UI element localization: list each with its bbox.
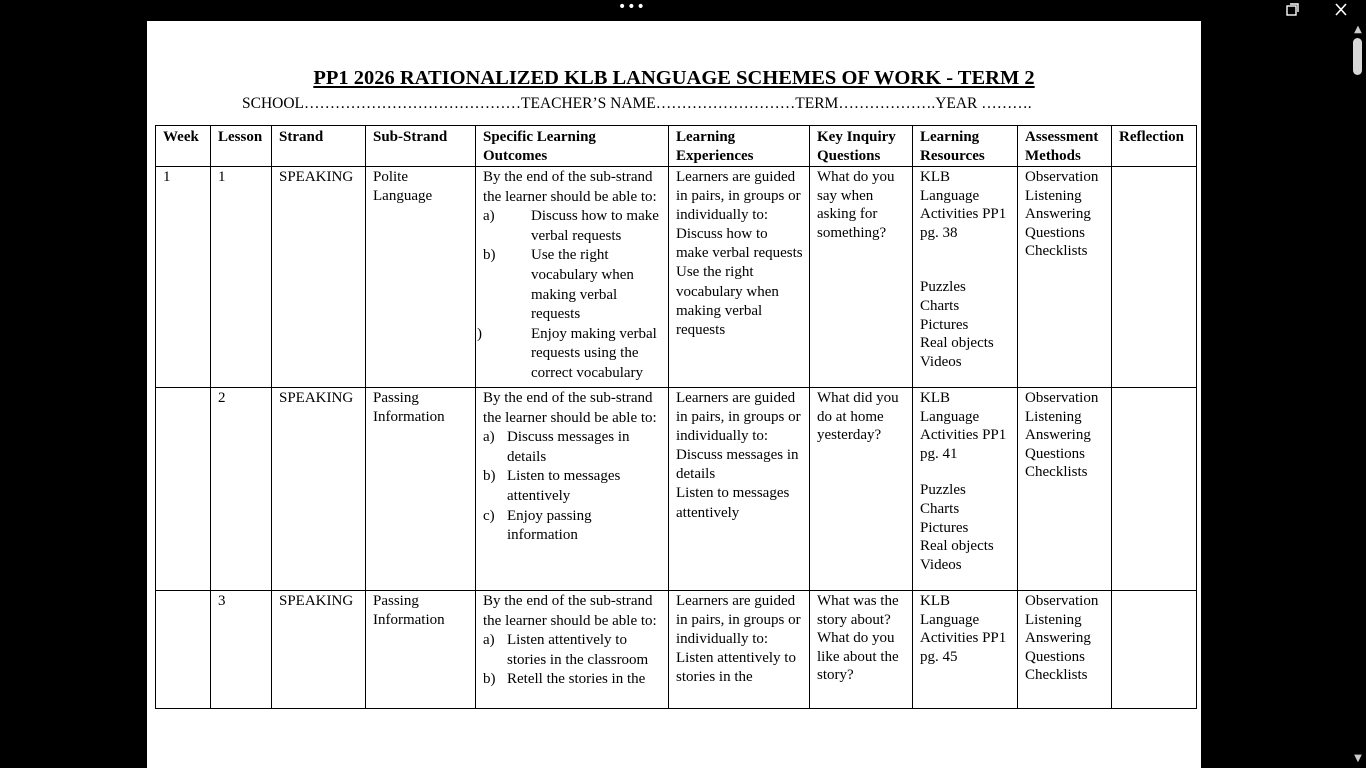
cell-outcomes bbox=[476, 591, 669, 709]
outcomes-intro: By the end of the sub-strand the learner should be able to: bbox=[483, 169, 657, 205]
list-item bbox=[483, 631, 662, 670]
header-questions: Key Inquiry Questions bbox=[810, 126, 913, 167]
cell-experiences bbox=[669, 388, 810, 591]
resource-item: Pictures bbox=[920, 519, 969, 536]
cell-questions: What was the story about? What do you like about the story? bbox=[810, 591, 913, 709]
more-options-button[interactable]: ••• bbox=[618, 0, 646, 15]
cell-week bbox=[156, 591, 211, 709]
scrollbar-thumb[interactable] bbox=[1353, 38, 1362, 75]
list-item bbox=[483, 207, 662, 246]
cell-lesson: 2 bbox=[211, 388, 272, 591]
outcomes-list bbox=[477, 207, 662, 383]
resource-item: Charts bbox=[920, 500, 960, 517]
cell-lesson: 1 bbox=[211, 167, 272, 388]
experiences-intro: Learners are guided in pairs, in groups or individually to: bbox=[676, 593, 801, 648]
experience-item: Listen to messages attentively bbox=[676, 485, 790, 521]
list-item bbox=[483, 428, 662, 467]
list-item bbox=[483, 467, 662, 506]
resource-item: Real objects bbox=[920, 335, 994, 352]
list-item-text: Listen attentively to stories in the classroom bbox=[507, 632, 649, 668]
outcomes-intro: By the end of the sub-strand the learner should be able to: bbox=[483, 593, 657, 629]
resource-item: Videos bbox=[920, 556, 962, 573]
list-item-text: Enjoy making verbal requests using the correct vocabulary bbox=[531, 325, 657, 381]
cell-resources bbox=[913, 167, 1018, 388]
experience-item: Discuss how to make verbal requests bbox=[676, 226, 803, 262]
list-item bbox=[483, 507, 662, 546]
list-item-text: Enjoy passing information bbox=[507, 507, 592, 544]
cell-outcomes bbox=[476, 388, 669, 591]
cell-strand: SPEAKING bbox=[272, 167, 366, 388]
cell-questions: What do you say when asking for something? bbox=[810, 167, 913, 388]
list-item-text: Listen to messages attentively bbox=[507, 468, 621, 504]
schemes-of-work-table bbox=[155, 125, 1197, 709]
scroll-up-arrow-icon[interactable]: ▲ bbox=[1354, 24, 1362, 35]
cell-reflection bbox=[1112, 167, 1197, 388]
assessment-item: Observation bbox=[1025, 593, 1099, 609]
resource-book: KLB Language Activities PP1 pg. 38 bbox=[920, 169, 1007, 241]
cell-assessment bbox=[1018, 167, 1112, 388]
cell-substrand: Polite Language bbox=[366, 167, 476, 388]
header-lesson: Lesson bbox=[211, 126, 272, 167]
cell-questions: What did you do at home yesterday? bbox=[810, 388, 913, 591]
assessment-item: Checklists bbox=[1025, 243, 1088, 260]
cell-substrand: Passing Information bbox=[366, 591, 476, 709]
assessment-item: Listening bbox=[1025, 611, 1082, 628]
header-strand: Strand bbox=[272, 126, 366, 167]
assessment-item: Listening bbox=[1025, 408, 1082, 425]
header-week: Week bbox=[156, 126, 211, 167]
header-assessment: Assessment Methods bbox=[1018, 126, 1112, 167]
assessment-item: Answering Questions bbox=[1025, 427, 1091, 462]
list-item-text: Discuss how to make verbal requests bbox=[531, 208, 659, 244]
list-item-text: Discuss messages in details bbox=[507, 429, 630, 465]
cell-resources: KLB Language Activities PP1 pg. 45 bbox=[913, 591, 1018, 709]
header-experiences: Learning Experiences bbox=[669, 126, 810, 167]
list-marker: b) bbox=[483, 468, 496, 485]
experiences-intro: Learners are guided in pairs, in groups or individually to: bbox=[676, 390, 801, 445]
document-title: PP1 2026 RATIONALIZED KLB LANGUAGE SCHEMES OF WORK - TERM 2 bbox=[313, 67, 1035, 89]
cell-assessment bbox=[1018, 591, 1112, 709]
cell-reflection bbox=[1112, 591, 1197, 709]
header-reflection: Reflection bbox=[1112, 126, 1197, 167]
cell-experiences bbox=[669, 591, 810, 709]
cell-week bbox=[156, 388, 211, 591]
cell-resources bbox=[913, 388, 1018, 591]
school-teacher-line: SCHOOL……………………………………TEACHER’S NAME………………………TERM……………….YEAR ………. bbox=[242, 95, 1032, 112]
assessment-item: Listening bbox=[1025, 187, 1082, 204]
resource-item: Charts bbox=[920, 297, 960, 314]
table-row bbox=[156, 167, 1197, 388]
list-marker: c) bbox=[483, 507, 495, 524]
assessment-item: Answering Questions bbox=[1025, 206, 1091, 241]
experience-item: Discuss messages in details bbox=[676, 447, 799, 483]
table-row bbox=[156, 591, 1197, 709]
list-marker: a) bbox=[483, 429, 495, 446]
close-icon[interactable] bbox=[1331, 2, 1351, 18]
list-item-text: Use the right vocabulary when making verbal requests bbox=[531, 247, 634, 323]
assessment-item: Observation bbox=[1025, 390, 1099, 406]
assessment-item: Checklists bbox=[1025, 667, 1088, 684]
scroll-down-arrow-icon[interactable]: ▼ bbox=[1354, 753, 1362, 764]
header-resources: Learning Resources bbox=[913, 126, 1018, 167]
list-item bbox=[483, 246, 662, 324]
resource-item: Videos bbox=[920, 353, 962, 370]
resource-book: KLB Language Activities PP1 pg. 41 bbox=[920, 390, 1007, 462]
list-marker: b) bbox=[483, 671, 496, 688]
document-page bbox=[147, 21, 1201, 768]
resource-item: Real objects bbox=[920, 538, 994, 555]
cell-lesson: 3 bbox=[211, 591, 272, 709]
header-outcomes: Specific Learning Outcomes bbox=[476, 126, 669, 167]
assessment-item: Observation bbox=[1025, 169, 1099, 185]
outcomes-list bbox=[483, 631, 662, 690]
cell-strand: SPEAKING bbox=[272, 388, 366, 591]
cell-experiences bbox=[669, 167, 810, 388]
window-titlebar bbox=[0, 0, 1366, 20]
experience-item: Use the right vocabulary when making verbal requests bbox=[676, 264, 779, 338]
cell-reflection bbox=[1112, 388, 1197, 591]
experiences-intro: Learners are guided in pairs, in groups or individually to: bbox=[676, 169, 801, 224]
cell-substrand: Passing Information bbox=[366, 388, 476, 591]
list-marker: ) bbox=[477, 325, 482, 342]
resource-item: Pictures bbox=[920, 316, 969, 333]
list-marker: b) bbox=[483, 247, 496, 264]
cell-week: 1 bbox=[156, 167, 211, 388]
outcomes-intro: By the end of the sub-strand the learner should be able to: bbox=[483, 390, 657, 426]
resource-item: Puzzles bbox=[920, 482, 966, 499]
cell-strand: SPEAKING bbox=[272, 591, 366, 709]
assessment-item: Answering Questions bbox=[1025, 630, 1091, 665]
header-substrand: Sub-Strand bbox=[366, 126, 476, 167]
list-marker: a) bbox=[483, 208, 495, 225]
cell-assessment bbox=[1018, 388, 1112, 591]
table-header-row bbox=[156, 126, 1197, 167]
restore-icon[interactable] bbox=[1283, 2, 1301, 18]
list-item-text: Retell the stories in the bbox=[507, 671, 646, 688]
resource-item: Puzzles bbox=[920, 279, 966, 296]
table-row bbox=[156, 388, 1197, 591]
cell-outcomes bbox=[476, 167, 669, 388]
outcomes-list bbox=[483, 428, 662, 546]
list-item bbox=[477, 325, 662, 384]
experience-item: Listen attentively to stories in the bbox=[676, 650, 796, 686]
assessment-item: Checklists bbox=[1025, 464, 1088, 481]
vertical-scrollbar[interactable] bbox=[1350, 21, 1366, 768]
list-item bbox=[483, 670, 662, 690]
list-marker: a) bbox=[483, 632, 495, 649]
